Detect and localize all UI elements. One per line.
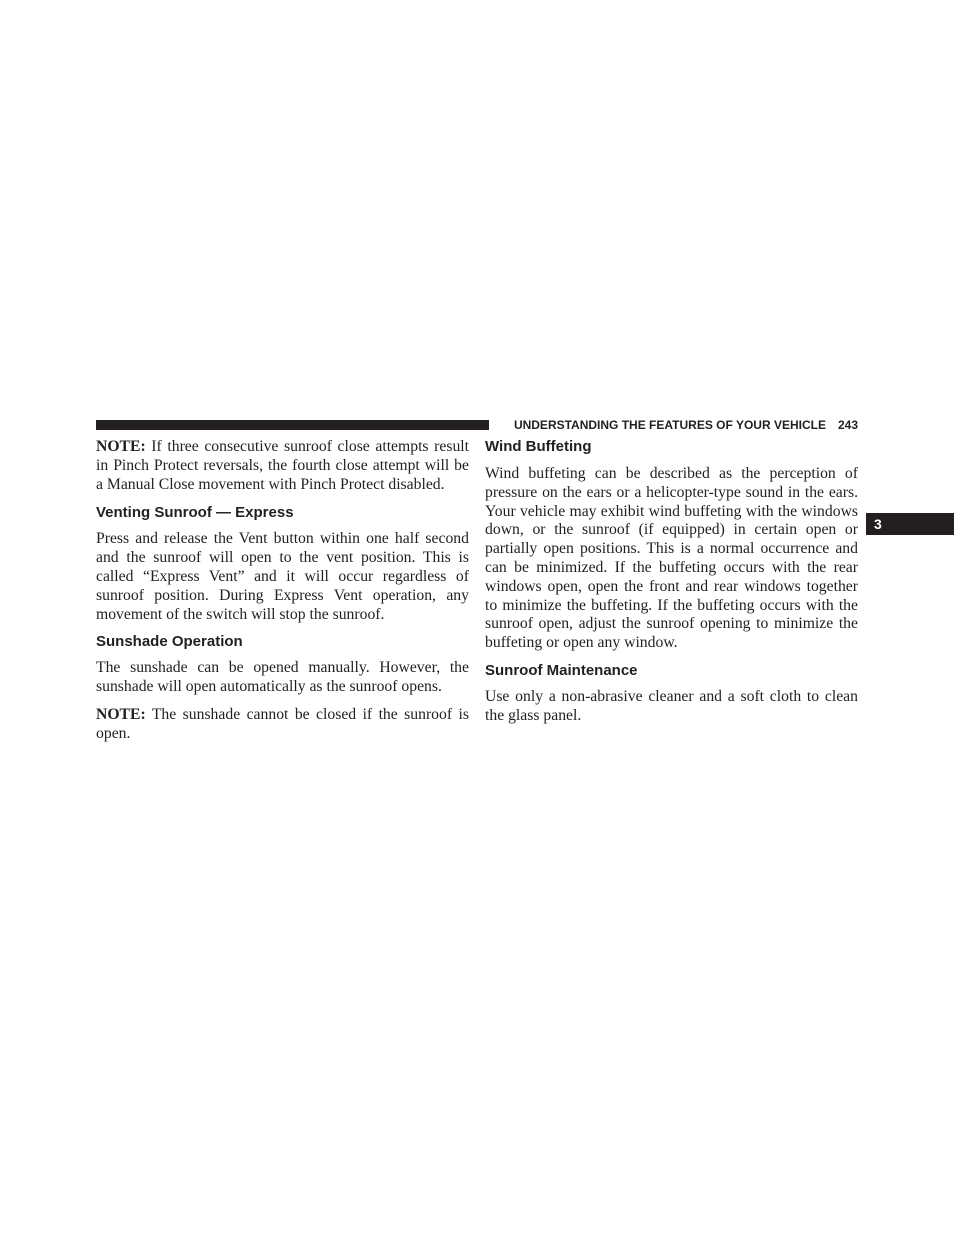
note-paragraph-pinch-protect: [96, 438, 469, 494]
right-column: [485, 438, 858, 735]
note-text: If three consecutive sunroof close attempts result in Pinch Protect reversals, the fourth close attempt will be a Manual Close movement with Pinch Protect disabled.: [96, 438, 469, 493]
heading-sunshade-operation: Sunshade Operation: [96, 633, 243, 651]
paragraph-sunroof-maintenance: Use only a non-abrasive cleaner and a soft cloth to clean the glass panel.: [485, 687, 858, 724]
paragraph-venting-sunroof: Press and release the Vent button within one half second and the sunroof will open to the vent position. This is called “Express Vent” and it will occur regardless of sunroof position. During Express Vent operation, any movement of the switch will stop the sunroof.: [96, 530, 469, 623]
chapter-tab: 3: [866, 513, 954, 535]
page-number: 243: [837, 418, 858, 432]
heading-wind-buffeting: Wind Buffeting: [485, 438, 592, 455]
heading-venting-sunroof: Venting Sunroof — Express: [96, 504, 294, 522]
note-text: The sunshade cannot be closed if the sunroof is open.: [96, 705, 469, 742]
heading-sunroof-maintenance: Sunroof Maintenance: [485, 661, 638, 679]
left-column: [96, 438, 469, 753]
section-title: UNDERSTANDING THE FEATURES OF YOUR VEHICLE: [513, 418, 826, 432]
paragraph-wind-buffeting: Wind buffeting can be described as the perception of pressure on the ears or a helicopter-type sound in the ears. Your vehicle may exhibit wind buffeting with the windows down, or the sunroof (if equipped) in certain open or partially open positions. This is a normal occurrence and can be minimized. If the buffeting occurs with the rear windows open, open the front and rear windows together to minimize the buffeting. If the buffeting occurs with the sunroof open, adjust the sunroof opening to minimize the buffeting or open any window.: [485, 465, 858, 652]
note-label: NOTE:: [96, 438, 146, 455]
running-header: [498, 417, 858, 433]
note-paragraph-sunshade: [96, 706, 469, 744]
note-label: NOTE:: [96, 705, 146, 723]
header-rule: [96, 420, 489, 430]
paragraph-sunshade-operation: The sunshade can be opened manually. However, the sunshade will open automatically as the sunroof opens.: [96, 659, 469, 696]
